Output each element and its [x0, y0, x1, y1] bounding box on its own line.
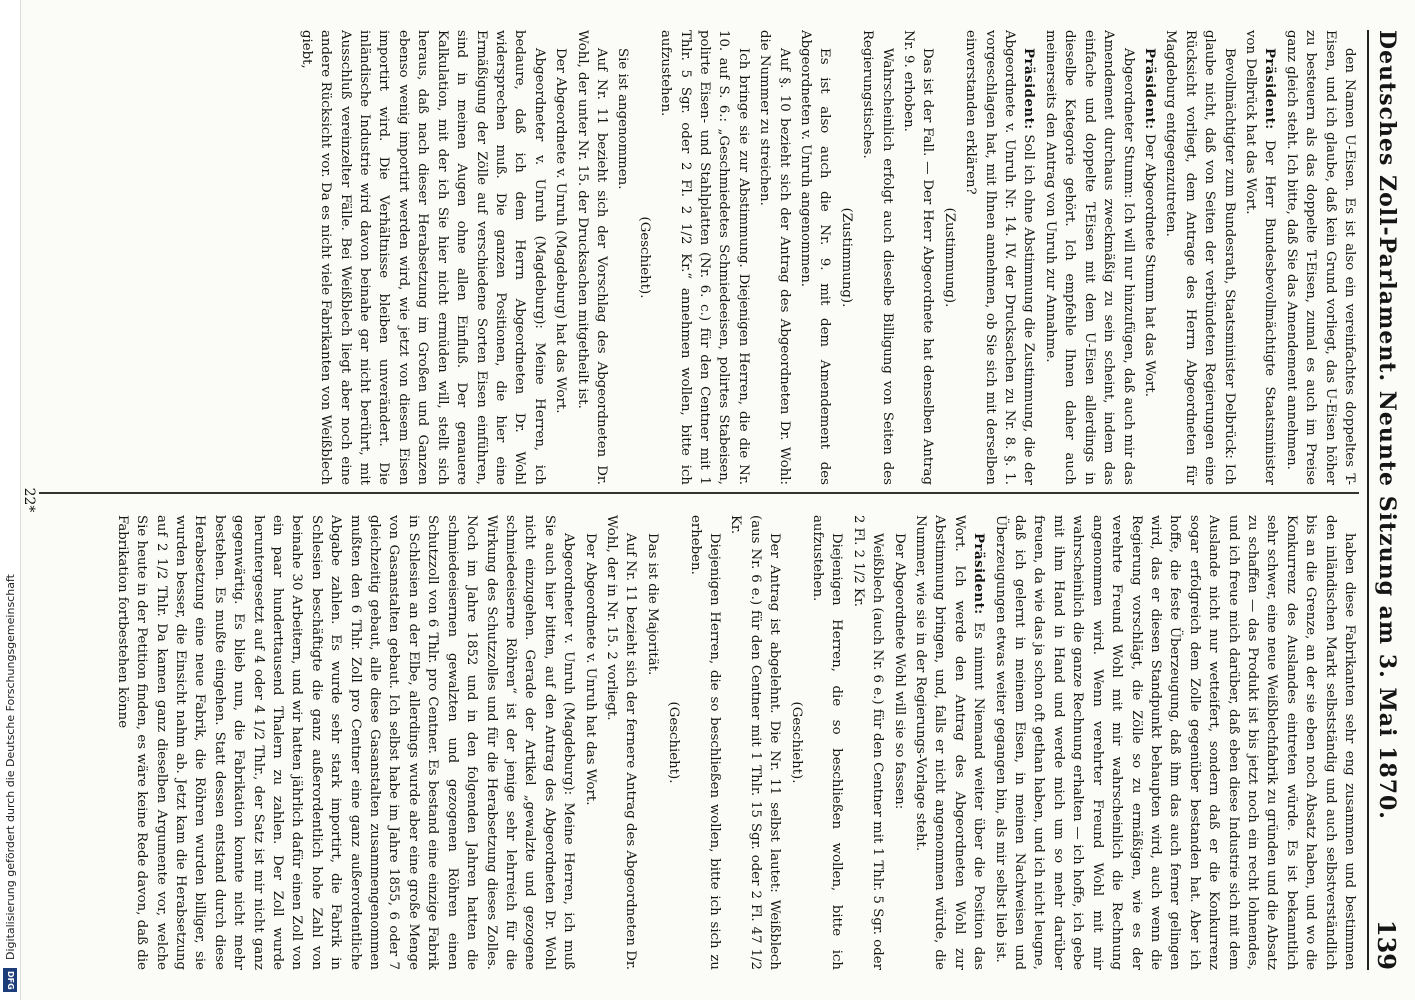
digitization-sidebar	[0, 0, 21, 1000]
stage-direction	[634, 30, 653, 485]
paragraph	[858, 30, 897, 485]
paragraph-text: Abgeordneter Stumm: Ich will nur hinzufügen, daß auch mir das Amendement durchaus zweckmäßig zu sein scheint, indem das einfache und doppelte T-Eisen mit dem U-Eisen allerdings in dieselbe Kategorie gehört. Ich empfehle Ihnen daher auch meinerseits den Antrag von Unruh zur Annahme.	[1042, 30, 1136, 485]
paragraph-text: Auf §. 10 bezieht sich der Antrag des Abgeordneten Dr. Wohl: die Nummer zu streichen.	[757, 30, 792, 485]
paragraph	[755, 30, 794, 485]
left-column	[29, 30, 1359, 485]
paragraph-text: Der Abgeordnete v. Unruh hat das Wort.	[582, 533, 598, 806]
right-column	[29, 515, 1359, 970]
paragraph	[961, 30, 1039, 485]
paragraph	[602, 515, 641, 970]
paragraph-text: den Namen U-Eisen. Es ist also ein vereinfachtes doppeltes T-Eisen, und ich glaube, daß kein Grund vorliegt, das U-Eisen höher zu besteuern als das doppelte T-Eisen, zumal es auch im Preise ganz gleich steht. Ich bitte, daß Sie das Amendement annehmen.	[1283, 30, 1357, 485]
paragraph	[899, 30, 938, 485]
paragraph-text: Soll ich ohne Abstimmung die Zustimmung, die der Abgeordnete v. Unruh Nr. 14. IV. der Drucksachen zu Nr. 8. §. 1. vorgeschlagen hat, mit Ihnen annehmen, ob Sie sich mit derselben einverstanden erklären?	[963, 30, 1037, 485]
paragraph-text: Der Abgeordnete v. Unruh (Magdeburg) hat das Wort.	[553, 48, 569, 414]
paragraph-text: Auf Nr. 11 bezieht sich der fernere Antrag des Abgeordneten Dr. Wohl, der in Nr. 15. 2 vorliegt.	[603, 515, 639, 970]
funding-note: Digitalisierung gefördert durch die Deutsche Forschungsgemeinschaft	[3, 574, 17, 960]
stage-direction	[664, 515, 683, 970]
paragraph-text: Weißblech (auch Nr. 6 e.) für den Centner mit 1 Thlr. 5 Sgr. oder 2 Fl. 2 1/2 Kr.	[850, 515, 886, 970]
paragraph-text: (Geschieht).	[788, 701, 804, 784]
paragraph-text: Das ist der Fall. — Der Herr Abgeordnete hat denselben Antrag Nr. 9. erhoben.	[901, 30, 936, 485]
paragraph-text: Sie ist angenommen.	[615, 48, 631, 190]
paragraph-text: Ich bringe sie zur Abstimmung. Diejenigen Herren, die die Nr. 10. auf S. 6.: „Geschmiedetes Schmiedeeisen, polirtes Stabeisen, polirte Eisen- und Stahlplatten (Nr. 6. c.) für den Centner mit 1 Thlr. 5 Sgr. oder 2 Fl. 2 1/2 Kr.“ annehmen wollen, bitte ich aufzustehen.	[658, 30, 751, 485]
paragraph	[1161, 30, 1239, 485]
dfg-logo-icon: DFG	[3, 968, 17, 992]
paragraph	[990, 515, 1359, 970]
paragraph	[1241, 30, 1280, 485]
paragraph-text: Das ist die Majorität.	[644, 533, 660, 676]
paragraph	[613, 30, 632, 485]
paragraph-text: (Geschieht).	[666, 701, 682, 784]
running-header	[1367, 30, 1405, 970]
paragraph-text: Abgeordneter v. Unruh (Magdeburg): Meine Herren, ich bedaure, daß ich dem Herrn Abgeordneten Dr. Wohl widersprechen muß. Die ganzen Positionen, die hier eine Ermäßigung der Zölle auf verschiedene Sorten Eisen einführen, sind in meinen Augen ohne allen Einfluß. Der genauere Kalkulation, mit der ich Sie hier nicht ermüden will, stellt sich heraus, daß nach dieser Herabsetzung im Großen und Ganzen ebenso wenig importirt werden wird, wie jetzt von diesem Eisen importirt wird. Die Verhältnisse bleiben unverändert. Die inländische Industrie wird davon beinahe gar nicht berührt, mit Ausschluß vereinzelter Fälle. Bei Weißblech liegt aber noch eine andere Rücksicht vor. Da es nicht viele Fabrikanten von Weißblech giebt,	[298, 30, 547, 485]
speaker-label: Präsident:	[1021, 48, 1037, 130]
speaker-label: Präsident:	[1141, 48, 1157, 130]
paragraph	[551, 30, 570, 485]
stage-direction	[939, 30, 958, 485]
paragraph	[685, 515, 724, 970]
paragraph-text: Es nimmt Niemand weiter über die Position das Wort. Ich werde den Antrag des Abgeordneten Wohl zur Abstimmung bringen, und, falls er nicht angenommen würde, die Nummer, wie sie in der Regierungs-Vorlage steht.	[913, 515, 987, 970]
signature-mark: 22*	[21, 487, 37, 513]
paragraph	[642, 515, 661, 970]
paragraph-text: (Zustimmung).	[941, 207, 957, 308]
paragraph	[808, 515, 847, 970]
paragraph	[911, 515, 989, 970]
paragraph	[580, 515, 599, 970]
paragraph	[1140, 30, 1159, 485]
column-divider	[39, 492, 1359, 494]
paragraph-text: haben diese Fabrikanten sehr eng zusammen und bestimmen den inländischen Markt selbstständig und auch selbstverständlich bis an die Grenze, an der sie eben noch Absatz haben, und wo die Konkurrenz des Auslandes eintreten würde. Es ist bekanntlich sehr schwer, eine neue Weißblechfabrik zu gründen und die Absatz zu schaffen — das Produkt ist bis jetzt noch ein recht lohnendes, und ich freue mich darüber, daß eben diese Industrie sich mit dem Auslande nicht nur wetteifert, sondern daß er die Konkurrenz sogar erfolgreich dem Zolle gegenüber bestanden hat. Aber ich hoffe, die feste Überzeugung, daß ihm das auch ferner gelingen wird, das er diesen Standpunkt behaupten wird, auch wenn die Regierung vorschlägt, die Zölle so zu ermäßigen, wie es der verehrte Freund Wohl mit mir wahrscheinlich die Rechnung angenommen wird. Wenn verehrter Freund Wohl mit mir wahrscheinlich die ganze Rechnung erhalten — ich hoffe, ich gebe mit ihm Hand in Hand und werde mich um so mehr darüber freuen, da wie das ja schon oft gethan haben, und ich nicht leugne, daß ich gelernt in meinem Eisen, in meinen Nachweisen und Überzeugungen etwas weiter gegangen bin, als mir selbst lieb ist.	[992, 515, 1357, 970]
paragraph	[1041, 30, 1138, 485]
paragraph	[726, 515, 784, 970]
paragraph-text: Diejenigen Herren, die so beschließen wollen, bitte ich sich zu erheben.	[687, 515, 722, 970]
paragraph	[112, 515, 578, 970]
paragraph-text: Diejenigen Herren, die so beschließen wollen, bitte ich aufzustehen.	[810, 515, 845, 970]
paragraph-text: (Geschieht).	[636, 216, 652, 299]
paragraph-text: Abgeordneter v. Unruh (Magdeburg): Meine Herren, ich muß Sie auch hier bitten, auf den Antrag des Abgeordneten Dr. Wohl nicht einzugehen. Gerade der Artikel „gewalzte und gezogene schmiedeeiserne Röhren“ ist der jenige sehr lehrreich für die Wirkung des Schutzzolles und für die Herabsetzung dieses Zolles. Noch im Jahre 1852 und in den folgenden Jahren hatten die schmiedeeisernen gewalzten und gezogenen Röhren einen Schutzzoll von 6 Thlr. pro Centner. Es bestand eine einzige Fabrik in Schlesien an der Elbe, allerdings wurde aber eine große Menge von Gasanstalten gebaut. Ich selbst habe im Jahre 1855, 6 oder 7 gleichzeitig gebaut, alle diese Gasanstalten zusammengenommen mußten den 6 Thlr. Zoll pro Centner eine ganz außerordentliche Abgabe zahlen. Es wurde sehr stark importirt, die Fabrik in Schlesien beschäftigte die ganz außerordentlich hohe Zahl von beinahe 30 Arbeitern, und wir hatten jährlich dafür einen Zoll von ein paar hunderttausend Thalern zu zahlen. Der Zoll wurde heruntergesetzt auf 4 oder 4 1/2 Thlr., der Satz ist mir nicht ganz gegenwärtig. Es blieb nun, die Fabrikation konnte nicht mehr bestehen. Es mußte eingehen. Statt dessen entstand durch diese Herabsetzung eine neue Fabrik, die Röhren wurden billiger, sie wurden besser, die Einsicht nahm ab. Jetzt kam die Herabsetzung auf 2 1/2 Thlr. Da kamen ganz dieselben Argumente vor, welche Sie heute in der Petition finden, es wäre keine Rede davon, daß die Fabrikation fortbestehen könne	[114, 515, 577, 970]
page-number: 139	[1372, 919, 1402, 970]
paragraph-text: Es ist also auch die Nr. 9. mit dem Amendement des Abgeordneten v. Unruh angenommen.	[798, 30, 833, 485]
paragraph	[1281, 30, 1359, 485]
paragraph-text: Der Herr Bundesbevollmächtigte Staatsminister von Delbrück hat das Wort.	[1242, 30, 1278, 485]
paragraph-text: Der Abgeordnete Stumm hat das Wort.	[1141, 133, 1157, 397]
paragraph-text: Der Abgeordnete Wohl will sie so fassen:	[891, 533, 907, 810]
paragraph-text: (Zustimmung).	[838, 207, 854, 308]
header-title: Deutsches Zoll-Parlament. Neunte Sitzung am 3. Mai 1870.	[1374, 30, 1400, 820]
stage-direction	[836, 30, 855, 485]
paragraph	[848, 515, 887, 970]
paragraph	[572, 30, 611, 485]
stage-direction	[786, 515, 805, 970]
speaker-label: Präsident:	[971, 533, 987, 615]
speaker-label: Präsident:	[1262, 48, 1278, 130]
paragraph	[656, 30, 753, 485]
paragraph-text: Bevollmächtigter zum Bundesrath, Staatsminister Delbrück: Ich glaube nicht, daß von Seiten der verbündeten Regierungen eine Rücksicht vorliegt, dem Antrage des Herrn Abgeordneten für Magdeburg entgegenzutreten.	[1163, 30, 1237, 485]
paragraph-text: Auf Nr. 11 bezieht sich der Vorschlag des Abgeordneten Dr. Wohl, der unter Nr. 15. der Drucksachen mitgetheilt ist.	[574, 30, 609, 485]
paragraph	[889, 515, 908, 970]
paragraph-text: Wahrscheinlich erfolgt auch dieselbe Billigung von Seiten des Regierungstisches.	[860, 30, 895, 485]
paragraph	[296, 30, 548, 485]
paragraph-text: Der Antrag ist abgelehnt. Die Nr. 11 selbst lautet: Weißblech (aus Nr. 6 e.) für den Centner mit 1 Thlr. 15 Sgr. oder 2 Fl. 47 1/2 Kr.	[728, 515, 783, 970]
paragraph	[796, 30, 835, 485]
